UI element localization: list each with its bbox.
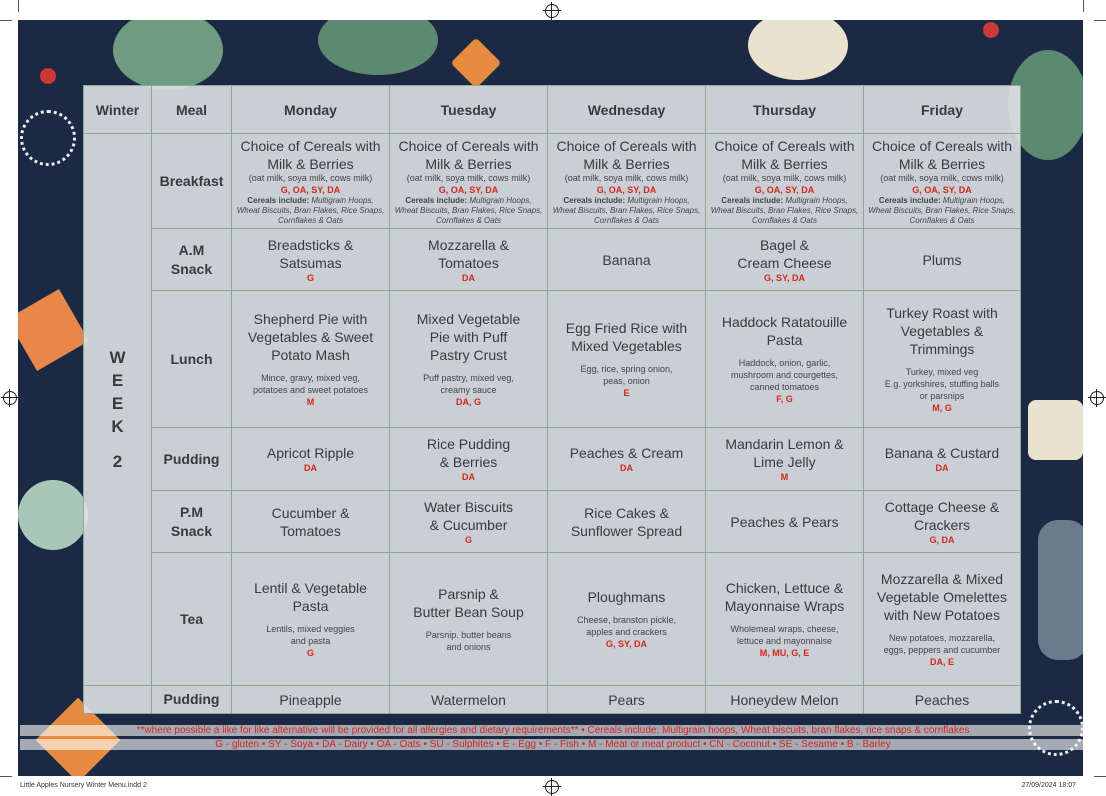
ingredient-line: Wholemeal wraps, cheese, (730, 624, 839, 634)
registration-mark (3, 391, 17, 405)
crop-mark (1083, 0, 1084, 12)
allergens: F, G (776, 394, 793, 404)
dish-name: Mayonnaise Wraps (724, 598, 845, 614)
milk-options: (oat milk, soya milk, cows milk) (564, 172, 689, 183)
week-letter: W (109, 348, 126, 367)
ingredient-line: canned tomatoes (749, 382, 820, 392)
meal-cell (864, 229, 1021, 291)
dish-name: with New Potatoes (884, 607, 1000, 623)
meal-cell (706, 229, 864, 291)
meal-cell (706, 553, 864, 686)
dish-name: Butter Bean Soup (413, 604, 524, 620)
meal-label (152, 491, 232, 553)
dish-name: Satsumas (279, 254, 342, 271)
meal-cell (548, 229, 706, 291)
allergens: DA, G (455, 397, 481, 407)
week-letter: E (111, 394, 124, 413)
allergens: G, OA, SY, DA (438, 184, 499, 195)
allergens: E (623, 388, 630, 398)
dish-name: Mandarin Lemon & (725, 436, 844, 452)
crop-mark (0, 20, 12, 21)
dish-name: Haddock Ratatouille (721, 314, 848, 330)
dish-name: Crackers (913, 516, 970, 533)
dish-name: Pie with Puff (429, 329, 508, 345)
dish-name: Choice of Cereals with Milk & Berries (398, 137, 539, 172)
cereal-list (393, 196, 544, 226)
ingredients (394, 629, 543, 653)
leaf-decoration (748, 20, 848, 80)
header-meal: Meal (152, 86, 232, 134)
dish-name: Choice of Cereals with Milk & Berries (240, 137, 381, 172)
cereal-list (709, 196, 860, 226)
menu-row (84, 553, 1021, 686)
allergens: M (780, 472, 789, 482)
meal-label (152, 553, 232, 686)
header-monday: Monday (232, 86, 390, 134)
meal-cell (232, 291, 390, 428)
dish-name: Pasta (766, 332, 803, 348)
allergens: M, G (932, 403, 952, 413)
dish-name: Breadsticks & (267, 236, 354, 253)
ingredient-line: Puff pastry, mixed veg, (423, 373, 514, 383)
dish-name: Apricot Ripple (266, 445, 355, 461)
meal-cell (232, 229, 390, 291)
allergens: M, MU, G, E (759, 648, 810, 658)
allergens: M (306, 397, 315, 407)
meal-cell (548, 553, 706, 686)
dish-name: Lentil & Vegetable (254, 580, 367, 596)
ingredient-line: E.g. yorkshires, stuffing balls (884, 379, 1000, 389)
dish-name: Mozzarella & (428, 236, 509, 253)
meal-label-line: Pudding (163, 450, 220, 467)
meal-cell (390, 491, 548, 553)
star-decoration (451, 38, 502, 89)
dish-name: Turkey Roast with (886, 305, 998, 321)
breakfast-cell (390, 134, 548, 229)
cereal-list-items: Multigrain Hoops, Wheat Biscuits, Bran Flakes, Rice Snaps, Cornflakes & Oats (236, 195, 385, 225)
dish-name: Peaches & Pears (730, 513, 839, 530)
dish-name: Pineapple (279, 691, 342, 708)
registration-mark (1090, 391, 1104, 405)
meal-cell (390, 553, 548, 686)
dish-name: Lime Jelly (753, 454, 816, 470)
menu-row (84, 229, 1021, 291)
leaf-decoration (318, 20, 438, 75)
meal-label (152, 134, 232, 229)
allergens: G, OA, SY, DA (912, 184, 972, 195)
meal-cell (232, 491, 390, 553)
date-slug: 27/09/2024 18:07 (1021, 782, 1076, 789)
registration-mark (545, 4, 559, 18)
meal-label-line: Pudding (163, 691, 220, 707)
dish-name: Honeydew Melon (730, 691, 839, 708)
ingredient-line: Haddock, onion, garlic, (738, 358, 831, 368)
allergens: G (464, 534, 472, 545)
cereal-list-items: Multigrain Hoops, Wheat Biscuits, Bran Flakes, Rice Snaps, Cornflakes & Oats (394, 195, 543, 225)
dish-name: Egg Fried Rice with (565, 320, 688, 336)
ingredient-line: and onions (446, 642, 491, 652)
dish-name: Choice of Cereals with Milk & Berries (714, 137, 855, 172)
cereal-list-label: Cereals include: (405, 195, 468, 205)
ingredient-line: creamy sauce (440, 385, 497, 395)
empty-cell (84, 686, 152, 714)
ingredients (236, 372, 385, 396)
dish-name: Ploughmans (587, 589, 666, 605)
ingredient-line: lettuce and mayonnaise (736, 636, 833, 646)
ingredients (236, 623, 385, 647)
cereal-list-items: Multigrain Hoops, Wheat Biscuits, Bran Flakes, Rice Snaps, Cornflakes & Oats (868, 195, 1016, 225)
globe-decoration (18, 480, 88, 550)
ingredients (710, 623, 859, 647)
ingredient-line: Cheese, branston pickle, (576, 615, 677, 625)
ingredients (552, 614, 701, 638)
ingredient-line: Parsnip. butter beans (425, 630, 512, 640)
menu-row (84, 686, 1021, 714)
dish-name: Sunflower Spread (570, 522, 683, 539)
breakfast-cell (232, 134, 390, 229)
dish-name: Watermelon (431, 691, 506, 708)
cereal-list-items: Multigrain Hoops, Wheat Biscuits, Bran Flakes, Rice Snaps, Cornflakes & Oats (552, 195, 701, 225)
allergens: G (306, 648, 314, 658)
ingredient-line: potatoes and sweet potatoes (252, 385, 369, 395)
ingredient-line: Egg, rice, spring onion, (580, 364, 673, 374)
menu-table (83, 85, 1021, 714)
allergens: G (306, 272, 314, 283)
dish-name: Banana (602, 251, 651, 268)
crop-mark (0, 776, 12, 777)
header-wednesday: Wednesday (548, 86, 706, 134)
meal-label-line: Breakfast (159, 172, 224, 189)
mug-decoration (1028, 400, 1083, 460)
ingredients (710, 357, 859, 393)
meal-cell (706, 686, 864, 714)
ingredients (868, 366, 1016, 402)
menu-row (84, 291, 1021, 428)
breakfast-cell (864, 134, 1021, 229)
dish-name: Mixed Vegetables (571, 338, 682, 354)
meal-cell (390, 686, 548, 714)
allergy-note: **where possible a like for like alternative will be provided for all allergies and dietary requirements** • Cereals include: Multigrain hoops, Wheat biscuits, bran flakes, rice snaps & cornflakes (20, 725, 1086, 736)
ingredient-line: Mince, gravy, mixed veg, (261, 373, 360, 383)
ingredients (552, 363, 701, 387)
dish-name: Peaches & Cream (569, 445, 684, 461)
dish-name: & Berries (439, 454, 498, 470)
week-letter: 2 (112, 452, 123, 471)
meal-cell (864, 491, 1021, 553)
ingredient-line: Lentils, mixed veggies (266, 624, 355, 634)
dish-name: Tomatoes (280, 522, 341, 539)
meal-cell (232, 428, 390, 491)
week-label (84, 134, 152, 686)
meal-label (152, 229, 232, 291)
dish-name: Chicken, Lettuce & (725, 580, 844, 596)
dish-name: Cream Cheese (737, 254, 832, 271)
dish-name: Trimmings (909, 341, 975, 357)
dish-name: Rice Cakes & (584, 504, 669, 521)
dish-name: Mozzarella & Mixed (880, 571, 1004, 587)
dish-name: Vegetables & Sweet (247, 329, 374, 345)
allergens: G, OA, SY, DA (596, 184, 657, 195)
header-winter: Winter (84, 86, 152, 134)
dish-name: Parsnip & (438, 586, 499, 602)
meal-cell (864, 686, 1021, 714)
ingredient-line: eggs, peppers and cucumber (883, 645, 1001, 655)
dish-name: Pasta (292, 598, 329, 614)
allergens: G, OA, SY, DA (754, 184, 815, 195)
ingredient-line: Turkey, mixed veg (905, 367, 979, 377)
allergens: DA (304, 463, 317, 473)
crop-mark (1094, 20, 1106, 21)
cereal-list-items: Multigrain Hoops, Wheat Biscuits, Bran Flakes, Rice Snaps, Cornflakes & Oats (710, 195, 859, 225)
meal-cell (864, 291, 1021, 428)
ingredient-line: or parsnips (919, 391, 965, 401)
meal-cell (864, 428, 1021, 491)
breakfast-cell (706, 134, 864, 229)
dish-name: Vegetables & (900, 323, 984, 339)
meal-cell (706, 428, 864, 491)
dish-name: Choice of Cereals with Milk & Berries (871, 137, 1013, 172)
meal-label-line: Snack (170, 522, 213, 539)
breakfast-cell (548, 134, 706, 229)
meal-cell (548, 686, 706, 714)
header-friday: Friday (864, 86, 1021, 134)
dish-name: Plums (922, 251, 962, 268)
dish-name: Shepherd Pie with (253, 311, 368, 327)
dish-name: Vegetable Omelettes (877, 589, 1007, 605)
dish-name: Pastry Crust (429, 347, 507, 363)
dish-name: Pears (608, 691, 645, 708)
meal-cell (706, 491, 864, 553)
milk-options: (oat milk, soya milk, cows milk) (722, 172, 847, 183)
scarf-decoration (18, 289, 89, 371)
allergens: DA, E (929, 657, 954, 667)
meal-cell (548, 428, 706, 491)
allergen-legend: G - gluten • SY - Soya • DA - Dairy • OA - Oats • SU - Sulphites • E - Egg • F - Fish • M - Meat or meat product • CN - Coconut • SE - Sesame • B - Barley (20, 739, 1086, 750)
cereal-list (867, 196, 1017, 226)
meal-cell (864, 553, 1021, 686)
dish-name: Cottage Cheese & (884, 498, 1000, 515)
dish-name: Banana & Custard (884, 445, 1000, 461)
meal-label-line: Snack (170, 260, 213, 277)
meal-label (152, 686, 232, 714)
file-slug: Little Apples Nursery Winter Menu.indd 2 (20, 782, 147, 789)
crop-mark (18, 0, 19, 12)
berry-decoration (983, 22, 999, 38)
dish-name: Water Biscuits (424, 498, 513, 515)
dish-name: Potato Mash (271, 347, 350, 363)
ingredient-line: New potatoes, mozzarella, (888, 633, 996, 643)
allergens: DA (935, 463, 949, 473)
meal-label (152, 291, 232, 428)
meal-cell (706, 291, 864, 428)
ingredient-line: peas, onion (603, 376, 650, 386)
cereal-list-label: Cereals include: (721, 195, 784, 205)
dish-name: Choice of Cereals with Milk & Berries (556, 137, 697, 172)
meal-label-line: P.M (179, 503, 204, 520)
header-tuesday: Tuesday (390, 86, 548, 134)
scarf-decoration (1038, 520, 1083, 660)
meal-cell (232, 686, 390, 714)
allergens: DA (462, 472, 475, 482)
week-letter: E (111, 371, 124, 390)
cereal-list (551, 196, 702, 226)
dish-name: & Cucumber (429, 516, 508, 533)
meal-label-line: A.M (178, 241, 205, 258)
snowflake-decoration (20, 110, 76, 166)
allergens: G, SY, DA (605, 639, 647, 649)
milk-options: (oat milk, soya milk, cows milk) (880, 172, 1004, 183)
berry-decoration (40, 68, 56, 84)
ingredients (394, 372, 543, 396)
ingredient-line: apples and crackers (586, 627, 667, 637)
meal-cell (232, 553, 390, 686)
meal-cell (548, 491, 706, 553)
allergens: G, SY, DA (763, 272, 805, 283)
week-letter: K (111, 417, 124, 436)
ingredient-line: and pasta (290, 636, 331, 646)
cereal-list-label: Cereals include: (247, 195, 310, 205)
crop-mark (1094, 776, 1106, 777)
dish-name: Rice Pudding (426, 436, 511, 452)
allergens: DA (462, 272, 475, 283)
meal-cell (390, 229, 548, 291)
milk-options: (oat milk, soya milk, cows milk) (248, 172, 373, 183)
dish-name: Mixed Vegetable (416, 311, 521, 327)
cereal-list (235, 196, 386, 226)
cereal-list-label: Cereals include: (563, 195, 626, 205)
menu-row (84, 134, 1021, 229)
meal-label-line: Lunch (170, 350, 213, 367)
allergens: G, DA (929, 534, 955, 545)
allergens: DA (620, 463, 633, 473)
meal-cell (390, 291, 548, 428)
meal-label-line: Tea (179, 610, 204, 627)
dish-name: Tomatoes (438, 254, 499, 271)
registration-mark (545, 780, 559, 794)
header-thursday: Thursday (706, 86, 864, 134)
ingredient-line: mushroom and courgettes, (730, 370, 839, 380)
dish-name: Peaches (914, 691, 970, 708)
dish-name: Cucumber & (271, 504, 350, 521)
dish-name: Bagel & (759, 236, 810, 253)
allergens: G, OA, SY, DA (280, 184, 341, 195)
milk-options: (oat milk, soya milk, cows milk) (406, 172, 531, 183)
meal-cell (390, 428, 548, 491)
meal-label (152, 428, 232, 491)
cereal-list-label: Cereals include: (878, 195, 941, 205)
ingredients (868, 632, 1016, 656)
menu-row (84, 491, 1021, 553)
meal-cell (548, 291, 706, 428)
leaf-decoration (113, 20, 223, 90)
menu-row (84, 428, 1021, 491)
